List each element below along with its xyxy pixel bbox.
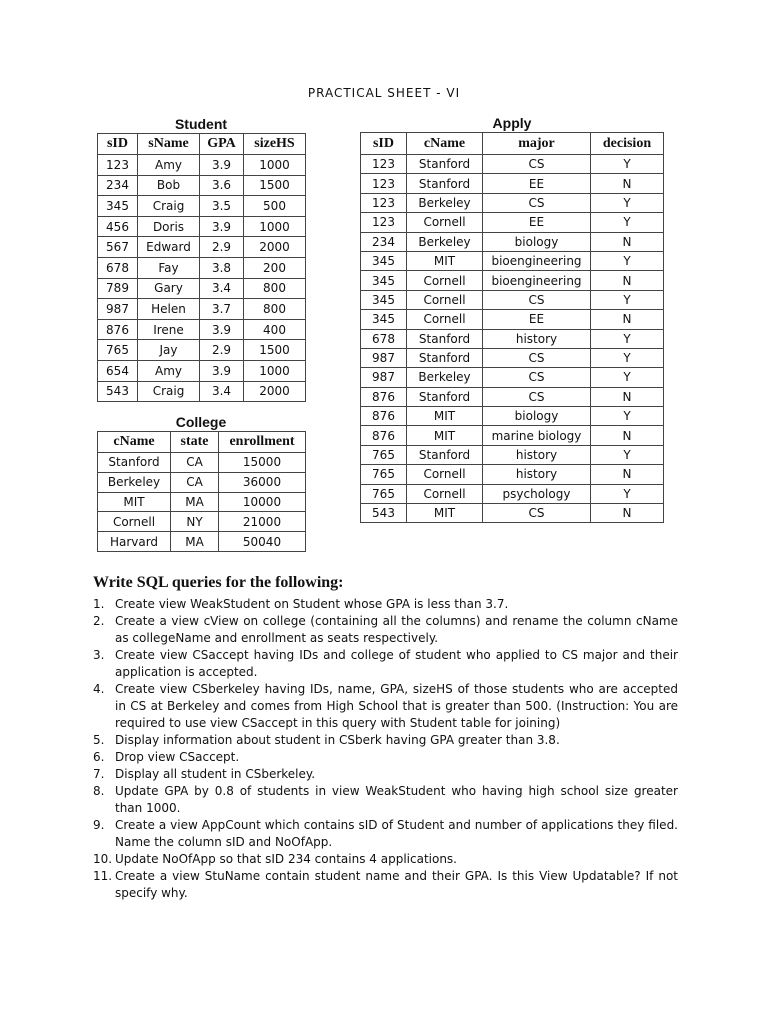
college-table-cell: Harvard: [98, 532, 171, 552]
college-header-state: state: [171, 432, 219, 453]
college-table-row: [98, 492, 306, 512]
apply-table-row: [361, 368, 664, 387]
apply-table-cell: Y: [591, 407, 664, 426]
college-table-cell: 10000: [219, 492, 306, 512]
apply-table-cell: 123: [361, 193, 407, 212]
apply-table-row: [361, 251, 664, 270]
student-table-cell: 400: [244, 319, 306, 340]
student-table-cell: 3.6: [200, 175, 244, 196]
apply-table-cell: Berkeley: [407, 232, 483, 251]
college-table-cell: Berkeley: [98, 472, 171, 492]
apply-table-row: [361, 155, 664, 174]
question-item: [93, 851, 678, 868]
question-item: [93, 681, 678, 732]
college-table-cell: 50040: [219, 532, 306, 552]
apply-table-cell: bioengineering: [483, 271, 591, 290]
student-table-cell: 3.9: [200, 216, 244, 237]
college-header-row: [98, 432, 306, 453]
apply-table-cell: Y: [591, 348, 664, 367]
apply-table-row: [361, 174, 664, 193]
apply-table-row: [361, 213, 664, 232]
student-table-caption: Student: [174, 116, 228, 132]
student-table-cell: 1000: [244, 360, 306, 381]
student-table-cell: 123: [98, 155, 138, 176]
apply-table-cell: Y: [591, 290, 664, 309]
apply-table-cell: 543: [361, 504, 407, 523]
question-number: 5.: [93, 733, 105, 747]
sheet-title: PRACTICAL SHEET - VI: [307, 86, 461, 100]
apply-table-cell: EE: [483, 310, 591, 329]
student-table-row: [98, 299, 306, 320]
college-table-cell: Stanford: [98, 453, 171, 473]
apply-table-cell: Y: [591, 368, 664, 387]
student-table-cell: Edward: [138, 237, 200, 258]
apply-table-cell: 765: [361, 445, 407, 464]
college-table-cell: Cornell: [98, 512, 171, 532]
apply-table-cell: 987: [361, 348, 407, 367]
question-number: 9.: [93, 818, 105, 832]
student-table-row: [98, 319, 306, 340]
apply-table-cell: 876: [361, 426, 407, 445]
apply-table-caption: Apply: [492, 115, 532, 131]
college-table-cell: NY: [171, 512, 219, 532]
apply-table-row: [361, 387, 664, 406]
question-item: [93, 783, 678, 817]
apply-table-cell: 876: [361, 407, 407, 426]
apply-table-cell: 345: [361, 271, 407, 290]
student-table-row: [98, 175, 306, 196]
question-number: 2.: [93, 614, 105, 628]
student-table-cell: Gary: [138, 278, 200, 299]
apply-table-cell: Stanford: [407, 155, 483, 174]
apply-table-cell: 345: [361, 251, 407, 270]
college-table: [97, 431, 306, 552]
student-table-row: [98, 360, 306, 381]
apply-table-cell: history: [483, 465, 591, 484]
college-table-cell: MA: [171, 532, 219, 552]
apply-table-cell: biology: [483, 232, 591, 251]
college-table-row: [98, 532, 306, 552]
college-table-cell: MIT: [98, 492, 171, 512]
college-table-caption: College: [175, 414, 227, 430]
apply-table-cell: history: [483, 329, 591, 348]
student-table-cell: Doris: [138, 216, 200, 237]
student-table-cell: 345: [98, 196, 138, 217]
apply-table-cell: biology: [483, 407, 591, 426]
student-table-cell: 3.9: [200, 155, 244, 176]
student-table-cell: 3.9: [200, 360, 244, 381]
apply-table-cell: N: [591, 387, 664, 406]
student-table-cell: 456: [98, 216, 138, 237]
apply-table-row: [361, 504, 664, 523]
apply-table-cell: 123: [361, 155, 407, 174]
apply-table-cell: Cornell: [407, 213, 483, 232]
apply-table-cell: Y: [591, 193, 664, 212]
question-item: [93, 868, 678, 902]
student-table-cell: 3.8: [200, 257, 244, 278]
apply-header-decision: decision: [591, 133, 664, 155]
college-table-cell: 15000: [219, 453, 306, 473]
question-text: Drop view CSaccept.: [115, 750, 240, 764]
apply-table-row: [361, 310, 664, 329]
apply-table-cell: EE: [483, 174, 591, 193]
question-text: Create a view AppCount which contains sID of Student and number of applications they filed. Name the column sID and NoOfApp.: [115, 818, 678, 849]
apply-table-cell: psychology: [483, 484, 591, 503]
student-table-cell: 678: [98, 257, 138, 278]
student-table-cell: 2.9: [200, 237, 244, 258]
student-table-cell: 1000: [244, 216, 306, 237]
apply-table-cell: MIT: [407, 251, 483, 270]
student-table-cell: 3.5: [200, 196, 244, 217]
apply-table-row: [361, 407, 664, 426]
apply-table-cell: Cornell: [407, 484, 483, 503]
student-table-cell: 2000: [244, 237, 306, 258]
apply-table-row: [361, 484, 664, 503]
student-table-cell: 543: [98, 381, 138, 402]
student-table-cell: 765: [98, 340, 138, 361]
apply-table-cell: 123: [361, 213, 407, 232]
apply-table-cell: CS: [483, 387, 591, 406]
apply-table-row: [361, 348, 664, 367]
question-text: Display information about student in CSberk having GPA greater than 3.8.: [115, 733, 560, 747]
question-text: Create view CSberkeley having IDs, name, GPA, sizeHS of those students who are accepted in CS at Berkeley and comes from High School that is greater than 500. (Instruction: You are required to use view CSaccept in this query with Student table for joining): [115, 682, 678, 730]
question-number: 3.: [93, 648, 105, 662]
college-table-cell: MA: [171, 492, 219, 512]
apply-table-row: [361, 465, 664, 484]
student-table-cell: 3.9: [200, 319, 244, 340]
question-item: [93, 766, 678, 783]
apply-table-cell: Y: [591, 445, 664, 464]
apply-table-cell: Cornell: [407, 310, 483, 329]
college-header-enrollment: enrollment: [219, 432, 306, 453]
student-header-sizehs: sizeHS: [244, 134, 306, 155]
student-table-cell: 987: [98, 299, 138, 320]
apply-rows: [361, 155, 664, 523]
question-item: [93, 613, 678, 647]
apply-table-cell: N: [591, 310, 664, 329]
student-table-cell: 876: [98, 319, 138, 340]
question-number: 6.: [93, 750, 105, 764]
apply-table-cell: 345: [361, 310, 407, 329]
student-table-row: [98, 257, 306, 278]
apply-table-cell: 123: [361, 174, 407, 193]
apply-table-cell: CS: [483, 348, 591, 367]
apply-header-major: major: [483, 133, 591, 155]
student-table-row: [98, 237, 306, 258]
student-header-sname: sName: [138, 134, 200, 155]
student-header-gpa: GPA: [200, 134, 244, 155]
student-table-cell: Helen: [138, 299, 200, 320]
student-table-row: [98, 278, 306, 299]
student-table-row: [98, 340, 306, 361]
question-item: [93, 596, 678, 613]
student-table-cell: Fay: [138, 257, 200, 278]
college-table-row: [98, 453, 306, 473]
question-item: [93, 749, 678, 766]
student-table-cell: 234: [98, 175, 138, 196]
apply-table-cell: N: [591, 271, 664, 290]
apply-table-cell: Cornell: [407, 271, 483, 290]
college-table-cell: CA: [171, 472, 219, 492]
question-text: Update GPA by 0.8 of students in view WeakStudent who having high school size greater than 1000.: [115, 784, 678, 815]
college-table-row: [98, 512, 306, 532]
apply-table-row: [361, 193, 664, 212]
question-text: Create a view StuName contain student name and their GPA. Is this View Updatable? If not specify why.: [115, 869, 678, 900]
apply-table-cell: Stanford: [407, 445, 483, 464]
student-header-row: [98, 134, 306, 155]
student-table-cell: 2.9: [200, 340, 244, 361]
apply-table-row: [361, 426, 664, 445]
question-item: [93, 732, 678, 749]
student-table-cell: 800: [244, 278, 306, 299]
college-header-cname: cName: [98, 432, 171, 453]
student-header-sid: sID: [98, 134, 138, 155]
college-rows: [98, 453, 306, 552]
student-table-cell: Craig: [138, 381, 200, 402]
student-table-cell: 3.4: [200, 381, 244, 402]
apply-table-cell: CS: [483, 193, 591, 212]
apply-table-cell: Stanford: [407, 348, 483, 367]
question-text: Create a view cView on college (containing all the columns) and rename the column cName as collegeName and enrollment as seats respectively.: [115, 614, 678, 645]
apply-table-cell: EE: [483, 213, 591, 232]
apply-table-cell: Stanford: [407, 174, 483, 193]
apply-table-cell: Y: [591, 213, 664, 232]
student-table-cell: 2000: [244, 381, 306, 402]
student-table-cell: 500: [244, 196, 306, 217]
apply-table-row: [361, 232, 664, 251]
apply-table-cell: CS: [483, 368, 591, 387]
apply-table-cell: history: [483, 445, 591, 464]
student-table-cell: Craig: [138, 196, 200, 217]
apply-table-cell: N: [591, 232, 664, 251]
apply-table-cell: 876: [361, 387, 407, 406]
student-table-cell: 567: [98, 237, 138, 258]
question-number: 7.: [93, 767, 105, 781]
student-table-row: [98, 216, 306, 237]
apply-table-cell: 678: [361, 329, 407, 348]
student-rows: [98, 155, 306, 402]
apply-table-row: [361, 445, 664, 464]
apply-table-cell: 234: [361, 232, 407, 251]
apply-table-cell: CS: [483, 155, 591, 174]
questions-list: [93, 596, 678, 902]
question-number: 8.: [93, 784, 105, 798]
student-table-cell: 789: [98, 278, 138, 299]
apply-table-cell: N: [591, 174, 664, 193]
apply-table-cell: MIT: [407, 504, 483, 523]
question-number: 11.: [93, 869, 113, 883]
college-table-cell: 21000: [219, 512, 306, 532]
question-number: 10.: [93, 852, 113, 866]
question-number: 1.: [93, 597, 105, 611]
apply-table-cell: Berkeley: [407, 193, 483, 212]
student-table-cell: 800: [244, 299, 306, 320]
question-item: [93, 817, 678, 851]
student-table-cell: Bob: [138, 175, 200, 196]
college-table-cell: CA: [171, 453, 219, 473]
apply-table-cell: MIT: [407, 407, 483, 426]
apply-table-row: [361, 290, 664, 309]
student-table-cell: 1500: [244, 340, 306, 361]
apply-table-cell: 765: [361, 484, 407, 503]
apply-header-row: [361, 133, 664, 155]
apply-table-cell: Y: [591, 329, 664, 348]
apply-table-cell: Cornell: [407, 290, 483, 309]
apply-table-cell: CS: [483, 290, 591, 309]
student-table-cell: 1000: [244, 155, 306, 176]
student-table-cell: Amy: [138, 155, 200, 176]
question-text: Create view WeakStudent on Student whose GPA is less than 3.7.: [115, 597, 509, 611]
apply-table-cell: Stanford: [407, 329, 483, 348]
student-table-cell: 654: [98, 360, 138, 381]
apply-table-cell: N: [591, 465, 664, 484]
student-table-cell: 3.7: [200, 299, 244, 320]
apply-table-cell: N: [591, 504, 664, 523]
student-table-cell: 200: [244, 257, 306, 278]
college-table-row: [98, 472, 306, 492]
apply-table-cell: Stanford: [407, 387, 483, 406]
student-table-cell: Amy: [138, 360, 200, 381]
question-item: [93, 647, 678, 681]
apply-table-cell: 345: [361, 290, 407, 309]
apply-table-cell: marine biology: [483, 426, 591, 445]
student-table-cell: Jay: [138, 340, 200, 361]
question-text: Display all student in CSberkeley.: [115, 767, 316, 781]
student-table-row: [98, 381, 306, 402]
apply-table-cell: N: [591, 426, 664, 445]
apply-table-cell: Y: [591, 251, 664, 270]
student-table: [97, 133, 306, 402]
student-table-cell: 1500: [244, 175, 306, 196]
apply-table-row: [361, 271, 664, 290]
apply-header-sid: sID: [361, 133, 407, 155]
student-table-cell: Irene: [138, 319, 200, 340]
apply-table-cell: Y: [591, 484, 664, 503]
apply-table-cell: Berkeley: [407, 368, 483, 387]
student-table-row: [98, 196, 306, 217]
apply-table: [360, 132, 664, 523]
apply-table-cell: 987: [361, 368, 407, 387]
question-text: Create view CSaccept having IDs and college of student who applied to CS major and their application is accepted.: [115, 648, 678, 679]
student-table-cell: 3.4: [200, 278, 244, 299]
apply-table-cell: bioengineering: [483, 251, 591, 270]
question-text: Update NoOfApp so that sID 234 contains 4 applications.: [115, 852, 457, 866]
question-number: 4.: [93, 682, 105, 696]
apply-table-cell: CS: [483, 504, 591, 523]
questions-heading: Write SQL queries for the following:: [93, 574, 344, 591]
apply-table-cell: Y: [591, 155, 664, 174]
student-table-row: [98, 155, 306, 176]
apply-table-cell: Cornell: [407, 465, 483, 484]
apply-table-row: [361, 329, 664, 348]
college-table-cell: 36000: [219, 472, 306, 492]
apply-header-cname: cName: [407, 133, 483, 155]
apply-table-cell: MIT: [407, 426, 483, 445]
apply-table-cell: 765: [361, 465, 407, 484]
